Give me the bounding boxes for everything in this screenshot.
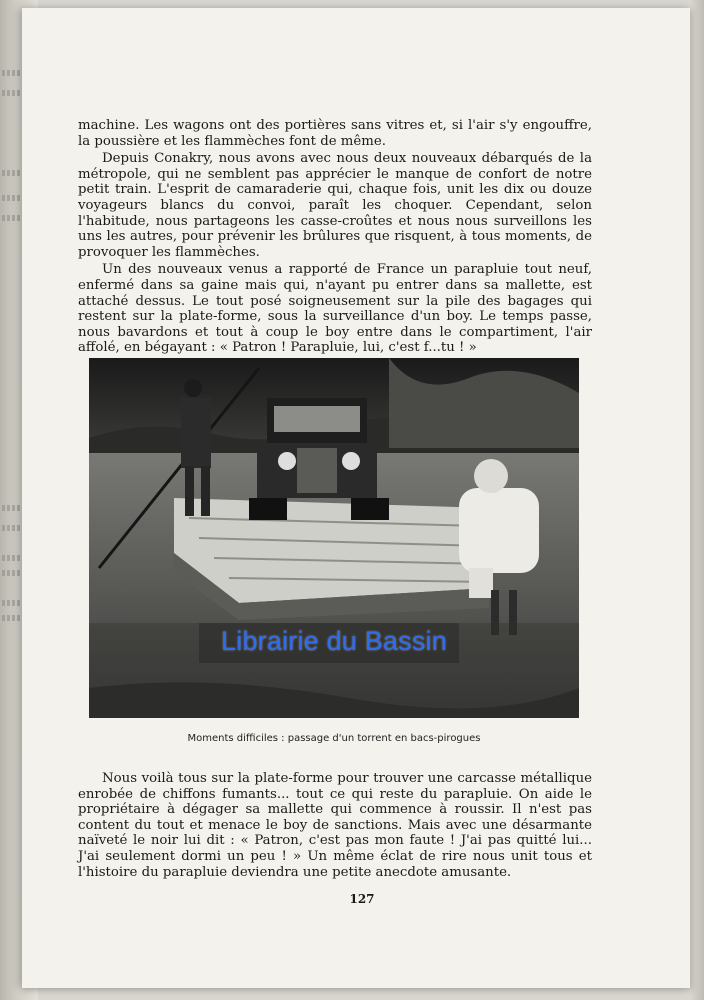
paragraph: Un des nouveaux venus a rapporté de France un parapluie tout neuf, enfermé dans sa gaine mais qui, n'ayant pu entrer dans sa mallette, est attaché dessus. Le tout posé soigneusement sur la pile des bagages qui restent sur la plate-forme, sous la surveillance d'un boy. Le temps passe, nous bavardons et tout à coup le boy entre dans le compartiment, l'air affolé, en bégayant : « Patron ! Parapluie, lui, c'est f...tu ! » (78, 262, 592, 356)
book-page (22, 8, 690, 988)
page-right-shadow (690, 0, 704, 1000)
watermark: Librairie du Bassin (221, 626, 447, 656)
page-number: 127 (349, 892, 375, 906)
paragraph: Depuis Conakry, nous avons avec nous deux nouveaux débarqués de la métropole, qui ne semblent pas apprécier le manque de confort de notre petit train. L'esprit de camaraderie qui, chaque fois, unit les dix ou douze voyageurs blancs du convoi, paraît les choquer. Cependant, selon l'habitude, nous partageons les casse-croûtes et nous nous surveillons les uns les autres, pour prévenir les brûlures que risquent, à tous moments, de provoquer les flammèches. (78, 151, 592, 260)
paragraph: Nous voilà tous sur la plate-forme pour trouver une carcasse métallique enrobée de chiffons fumants... tout ce qui reste du parapluie. On aide le propriétaire à dégager sa mallette qui commence à roussir. Il n'est pas content du tout et menace le boy de sanctions. Mais avec une désarmante naïveté le noir lui dit : « Patron, c'est pas mon faute ! J'ai pas quitté lui... J'ai seulement dormi un peu ! » Un même éclat de rire nous unit tous et l'histoire du parapluie deviendra une petite anecdote amusante. (78, 771, 592, 880)
text-block-top (78, 118, 592, 356)
figure-caption: Moments difficiles : passage d'un torrent en bacs-pirogues (187, 733, 481, 744)
text-block-bottom (78, 771, 592, 880)
paragraph: machine. Les wagons ont des portières sans vitres et, si l'air s'y engouffre, la poussière et les flammèches font de même. (78, 118, 592, 149)
ferry-photograph (89, 358, 579, 718)
photo-illustration (89, 358, 579, 718)
